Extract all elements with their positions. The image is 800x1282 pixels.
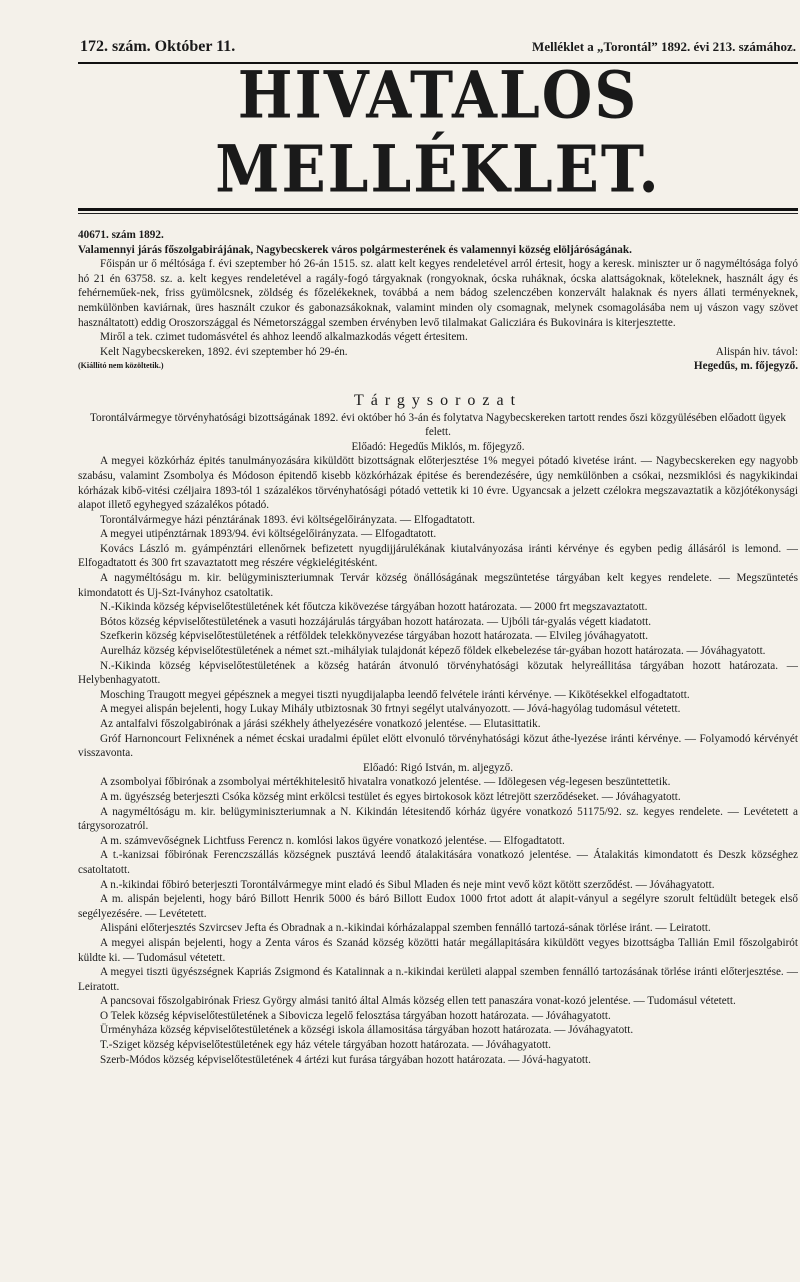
agenda-item: A nagyméltóságu m. kir. belügyminiszteriumnak Tervár község önállóságának megszüntetése tárgyában kelt kegyes rendelete. — Megszüntetés kimondatott és Uj-Szt-Iványhoz csatoltatik.	[78, 572, 798, 599]
agenda-item: A nagyméltóságu m. kir. belügyminiszteriumnak a N. Kikindán létesitendő kórház ügyére vonatkozó 51175/92. sz. kegyes rendelete. — Levétetett a tárgysorozatról.	[78, 805, 798, 833]
agenda-item: A t.-kanizsai főbirónak Ferenczszállás községnek pusztává leendő átalakitására vonatkozó jelentése. — Átalakitás kimondatott és Deszk községhez csatoltatott.	[78, 849, 798, 876]
agenda-item: Szefkerin község képviselőtestületének a rétföldek telekkönyvezése tárgyában hozott határozata. — Elvileg jóváhagyatott.	[100, 630, 649, 643]
agenda-item: Alispáni előterjesztés Szvircsev Jefta és Obradnak a n.-kikindai kórházalappal szemben fennálló tartozá-sának törlése iránt. — Leiratott.	[100, 922, 711, 935]
masthead	[78, 38, 798, 56]
agenda-item: Kovács László m. gyámpénztári ellenőrnek befizetett nyugdijjárulékának kiutalványozása iránti kérvénye és egyben pedig állásáról is lemond. — Elfogadtatott és 300 frt szavaztatott meg részére végkielégitésként.	[78, 542, 798, 570]
issue-number: 172. szám. Október 11.	[80, 38, 236, 55]
agenda-intro: Torontálvármegye törvényhatósági bizottságának 1892. évi október hó 3-án és folytatva Nagybecskereken tartott rendes őszi közgyülésében előadott ügyek felett.	[89, 411, 787, 439]
agenda-items-first	[78, 454, 798, 760]
agenda-item: A m. alispán bejelenti, hogy báró Billott Henrik 5000 és báró Billott Eudox 1000 frtot adott át alapit-ványul a segélyre szorult feltüdült betegek első segélyezésére. — Levétetett.	[78, 893, 798, 920]
notice	[78, 228, 798, 374]
agenda-item: Bótos község képviselőtestületének a vasuti hozzájárulás tárgyában hozott határozata. — Ujbóli tár-gyalás végett kiadatott.	[100, 615, 651, 628]
agenda	[78, 391, 798, 1067]
notice-paragraph: Főispán ur ő méltósága f. évi szeptember hó 26-án 1515. sz. alatt kelt kegyes rendeletével arról értesit, hogy a keresk. miniszter ur ő nagyméltósága folyó hó 21 én 63758. sz. a. kelt kegyes rendeletével a ragály-fogó tárgyaknak (rongyoknak, ócska ruháknak, ócska alattságoknak, köteleknek, használt ágy és fehérneműek-nek, friss gyümölcsnek, zöldség és főzelékeknek, továbbá a nem bádog szelenczében konzervált halaknak és nyers állati terményeknek, nemkülönben kaviárnak, üres használt czukor és gabonazsákoknak, valamint minden oly csomagnak, melynek csomagolásába nem uj vászon vagy szövet használtatott) eddig Oroszországgal és Németországgal szemben érvényben levő tilalmakat Galicziára és Bukovinára is kiterjesztette.	[78, 258, 798, 329]
notice-number: 40671. szám 1892.	[78, 229, 164, 241]
agenda-item: Szerb-Módos község képviselőtestületének 4 ártézi kut furása tárgyában hozott határozata. — Jóvá-hagyatott.	[100, 1053, 591, 1066]
agenda-item: Ürményháza község képviselőtestületének a községi iskola államositása tárgyában hozott határozata. — Jóváhagyatott.	[100, 1024, 634, 1037]
notice-signature-row	[78, 345, 798, 360]
agenda-item: T.-Sziget község képviselőtestületének egy ház vétele tárgyában hozott határozata. — Jóváhagyatott.	[100, 1039, 551, 1052]
notice-date: Kelt Nagybecskereken, 1892. évi szeptember hó 29-én.	[100, 345, 348, 358]
agenda-item: Gróf Harnoncourt Felixnének a német écskai uradalmi épület elött elvonuló törvényhatósági közut áthe-lyezése iránti kérvénye. — Folyamodó kérvényét visszavonta.	[78, 732, 798, 760]
newspaper-page	[78, 0, 798, 1067]
notice-paragraph: Miről a tek. czimet tudomásvétel és ahhoz leendő alkalmazkodás végett értesitem.	[100, 331, 468, 344]
agenda-item: A megyei alispán bejelenti, hogy a Zenta város és Szanád község közötti határ megállapitására kiküldött vegyes bizottságba Tallián Emil főszolgabirót küldte ki. — Tudomásul vétetett.	[78, 936, 798, 964]
agenda-item: A m. számvevőségnek Lichtfuss Ferencz n. komlósi lakos ügyére vonatkozó jelentése. — Elfogadtatott.	[100, 834, 565, 847]
agenda-item: Torontálvármegye házi pénztárának 1893. évi költségelőirányzata. — Elfogadtatott.	[100, 513, 476, 526]
page-title: HIVATALOS MELLÉKLET.	[215, 56, 661, 208]
agenda-item: A m. ügyészség beterjeszti Csóka község mint erkölcsi testület és egyes birtokosok közt létrejött szerződéseket. — Jóváhagyatott.	[100, 790, 681, 803]
notice-footnote: (Kiállító nem közöltetik.)	[78, 361, 164, 371]
agenda-item: A megyei utipénztárnak 1893/94. évi költségelőirányzata. — Elfogadtatott.	[100, 528, 437, 541]
agenda-item: A megyei tiszti ügyészségnek Kapriás Zsigmond és Katalinnak a n.-kikindai kerületi alappal szemben fennálló tartozásának törlése iránti előterjesztése. — Leiratott.	[78, 966, 798, 993]
agenda-item: Az antalfalvi főszolgabirónak a járási székhely áthelyezésére vonatkozó jelentése. — Elutasittatik.	[100, 718, 541, 730]
signer-name: Hegedűs, m. főjegyző.	[693, 360, 798, 373]
agenda-item: N.-Kikinda község képviselőtestületének két főutcza kikövezése tárgyában hozott határozata. — 2000 frt megszavaztatott.	[100, 601, 648, 614]
notice-signature-row	[78, 359, 798, 374]
supplement-note: Melléklet a „Torontál” 1892. évi 213. számához.	[532, 39, 796, 54]
agenda-items-second	[78, 775, 798, 1067]
agenda-item: A megyei alispán bejelenti, hogy Lukay Mihály utbiztosnak 30 frtnyi segélyt utalványozott. — Jóvá-hagyólag tudomásul vétetett.	[100, 703, 681, 716]
agenda-heading: Tárgysorozat	[353, 391, 523, 409]
presenter-line: Előadó: Hegedűs Miklós, m. főjegyző.	[351, 440, 525, 453]
agenda-item: Mosching Traugott megyei gépésznek a megyei tiszti nyugdijalapba leendő felvétele iránti kérvénye. — Kikötésekkel elfogadtatott.	[100, 688, 690, 701]
presenter-line: Előadó: Rigó István, m. aljegyző.	[362, 761, 514, 774]
agenda-item: A megyei közkórház épités tanulmányozására kiküldött bizottságnak előterjesztése 1% megyei pótadó kivetése iránt. — Nagybecskereken egy nagyobb szabásu, valamint Zsombolya és Módoson épitendő kisebb közkórházak épitése és berendezésére, úgy nemkülönben a csókai, nezsmiklósi és nagykikindai kórházak kibő-vitési czéljaira 1893-tól 1 százalékos törvényhatósági pótadó vettetik ki 10 évre. Ugyancsak a jelzett czélokra megszavaztatik a közjótékonysági alapot illető egyhegyed százalékos pótadó.	[78, 455, 798, 512]
agenda-item: A n.-kikindai főbiró beterjeszti Torontálvármegye mint eladó és Sibul Mladen és neje mint vevő közt kötött szerződést. — Jóváhagyatott.	[100, 878, 715, 891]
notice-addressee: Valamennyi járás főszolgabirájának, Nagybecskerek város polgármesterének és valamennyi község elöljáróságának.	[78, 243, 632, 256]
title-rule	[78, 208, 798, 211]
agenda-item: A zsombolyai főbirónak a zsombolyai mértékhitelesitő hivatalra vonatkozó jelentése. — Idölegesen vég-legesen beszüntettetik.	[100, 776, 671, 789]
agenda-item: Aurelház község képviselőtestületének a német szt.-mihályiak tulajdonát képező földek elkebelezése tár-gyában hozott határozata. — Jóváhagyatott.	[100, 645, 766, 658]
title-rule-thin	[78, 213, 798, 214]
agenda-item: O Telek község képviselőtestületének a Sibovicza legelő felosztása tárgyában hozott határozata. — Jóváhagyatott.	[100, 1009, 611, 1022]
agenda-item: A pancsovai főszolgabirónak Friesz György almási tanitó által Almás község ellen tett panaszára vonat-kozó jelentése. — Tudomásul vétetett.	[100, 995, 736, 1008]
agenda-item: N.-Kikinda község képviselőtestületének a község határán átvonuló törvényhatósági közutak helyreállitása tárgyában hozott határozata. — Helybenhagyatott.	[78, 659, 798, 687]
signer-title: Alispán hiv. távol:	[715, 345, 798, 358]
